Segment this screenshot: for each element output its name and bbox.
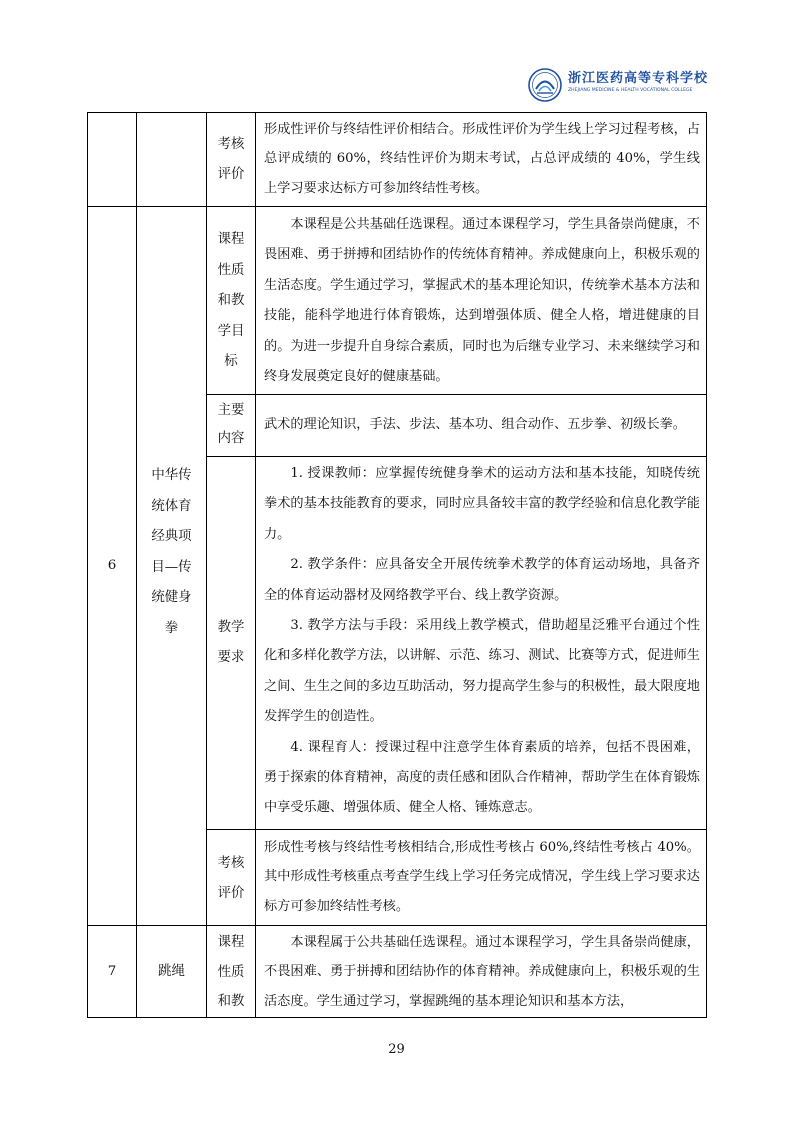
requirement-item: 4. 课程育人：授课过程中注意学生体育素质的培养，包括不畏困难，勇于探索的体育精神，高度的责任感和团队合作精神，帮助学生在体育锻炼中享受乐趣、增强体质、健全人格、锤炼意志。 [264, 739, 700, 816]
requirement-item: 2. 教学条件：应具备安全开展传统拳术教学的体育运动场地，具备齐全的体育运动器材及网络教学平台、线上教学资源。 [264, 557, 700, 603]
requirement-item: 1. 授课教师：应掌握传统健身拳术的运动方法和基本技能，知晓传统拳术的基本技能教育的要求，同时应具备较丰富的教学经验和信息化教学能力。 [264, 466, 700, 542]
college-name: 浙江医药高等专科学校 [568, 71, 709, 86]
course-number-7: 7 [107, 964, 117, 979]
college-emblem-icon [528, 68, 562, 102]
assessment-text-prev: 形成性评价与终结性评价相结合。形成性评价为学生线上学习过程考核，占总评成绩的 60%，终结性评价为期末考试，占总评成绩的 40%，学生线上学习要求达标方可参加终结性考核。 [264, 122, 700, 196]
requirements-label-6: 教学 要求 [217, 620, 245, 665]
assessment-label-prev: 考核 评价 [217, 137, 245, 182]
goals-text-7: 本课程属于公共基础任选课程。通过本课程学习，学生具备崇尚健康，不畏困难、勇于拼搏和团结协作的体育精神。养成健康向上，积极乐观的生活态度。学生通过学习，掌握跳绳的基本理论知识和基本方法， [264, 935, 700, 1009]
goals-label-6: 课程 性质 和教 学目 标 [217, 232, 245, 369]
college-logo [520, 66, 709, 106]
college-name-en: ZHEJIANG MEDICINE & HEALTH VOCATIONAL COLLEGE [568, 88, 693, 93]
page-number: 29 [388, 1042, 405, 1057]
course-number-6: 6 [107, 558, 117, 573]
goals-label-7: 课程 性质 和教 [217, 935, 245, 1009]
assessment-label-6: 考核 评价 [217, 856, 245, 901]
content-text-6: 武术的理论知识，手法、步法、基本功、组合动作、五步拳、初级长拳。 [264, 417, 686, 432]
course-name-6: 中华传 统体育 经典项 目—传 统健身 拳 [151, 468, 192, 636]
course-table [87, 112, 707, 1018]
course-name-7: 跳绳 [158, 964, 185, 979]
assessment-text-6: 形成性考核与终结性考核相结合,形成性考核占 60%,终结性考核占 40%。其中形成性考核重点考查学生线上学习任务完成情况，学生线上学习要求达标方可参加终结性考核。 [264, 840, 700, 914]
content-label-6: 主要 内容 [217, 403, 245, 446]
requirements-text-6 [264, 459, 700, 824]
goals-text-6: 本课程是公共基础任选课程。通过本课程学习，学生具备崇尚健康，不畏困难、勇于拼搏和团结协作的传统体育精神。养成健康向上，积极乐观的生活态度。学生通过学习，掌握武术的基本理论知识，传统拳术基本方法和技能，能科学地进行体育锻炼，达到增强体质、健全人格，增进健康的目的。为进一步提升自身综合素质，同时也为后继专业学习、未来继续学习和终身发展奠定良好的健康基础。 [264, 217, 700, 385]
requirement-item: 3. 教学方法与手段：采用线上教学模式，借助超星泛雅平台通过个性化和多样化教学方法，以讲解、示范、练习、测试、比赛等方式，促进师生之间、生生之间的多边互助活动，努力提高学生参与的积极性，最大限度地发挥学生的创造性。 [264, 618, 700, 725]
